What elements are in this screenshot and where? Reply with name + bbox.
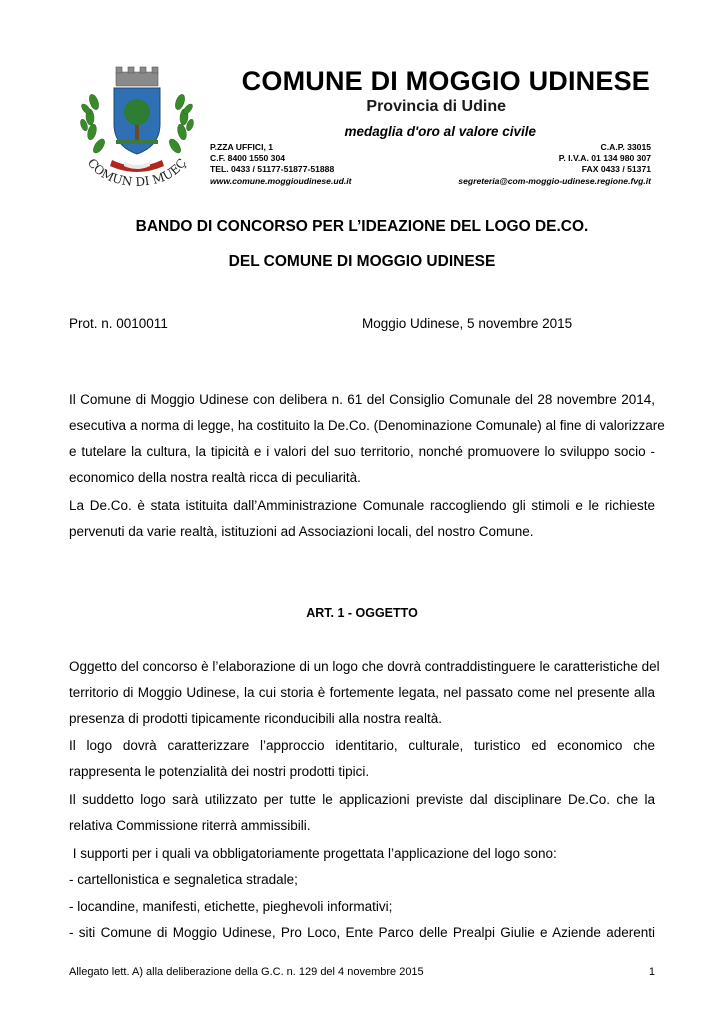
article-line: rappresenta le potenzialità dei nostri prodotti tipici. <box>69 764 370 779</box>
article-line: Il logo dovrà caratterizzare l’approccio identitario, culturale, turistico ed economico che <box>69 738 655 753</box>
contact-row-tax <box>210 153 651 163</box>
intro-line: pervenuti da varie realtà, istituzioni ad Associazioni locali, del nostro Comune. <box>69 524 534 539</box>
protocol-number: Prot. n. 0010011 <box>69 316 168 331</box>
intro-line: economico della nostra realtà ricca di peculiarità. <box>69 470 361 485</box>
article-line: Oggetto del concorso è l’elaborazione di un logo che dovrà contraddistinguere le caratteristiche del <box>69 659 660 674</box>
document-title-line-1: BANDO DI CONCORSO PER L’IDEAZIONE DEL LOGO DE.CO. <box>135 218 589 235</box>
email-link[interactable]: segreteria@com-moggio-udinese.regione.fvg.it <box>458 176 651 186</box>
fax-number: FAX 0433 / 51371 <box>581 164 651 174</box>
article-heading: ART. 1 - OGGETTO <box>306 606 418 620</box>
province-name: Provincia di Udine <box>366 98 506 115</box>
document-title-line-2: DEL COMUNE DI MOGGIO UDINESE <box>228 253 496 270</box>
svg-text:COMUN DI MUEÇ <box>85 156 189 189</box>
attachment-note: Allegato lett. A) alla deliberazione della G.C. n. 129 del 4 novembre 2015 <box>69 966 424 978</box>
article-line: I supporti per i quali va obbligatoriamente progettata l’applicazione del logo sono: <box>69 846 557 861</box>
address: P.ZZA UFFICI, 1 <box>210 142 274 152</box>
phone-number: TEL. 0433 / 51177-51877-51888 <box>210 164 335 174</box>
contact-row-phone <box>210 164 651 174</box>
intro-line: e tutelare la cultura, la tipicità e i valori del suo territorio, nonché promuovere lo sviluppo socio - <box>69 444 655 459</box>
municipal-crest-logo <box>72 62 202 190</box>
list-item: - cartellonistica e segnaletica stradale; <box>69 872 298 887</box>
list-item: - locandine, manifesti, etichette, pieghevoli informativi; <box>69 899 393 914</box>
place-and-date: Moggio Udinese, 5 novembre 2015 <box>362 316 573 331</box>
intro-line: esecutiva a norma di legge, ha costituito la De.Co. (Denominazione Comunale) al fine di valorizzare <box>69 418 665 433</box>
website-link[interactable]: www.comune.moggioudinese.ud.it <box>210 176 352 186</box>
article-line: presenza di prodotti tipicamente riconducibili alla nostra realtà. <box>69 711 442 726</box>
intro-line: La De.Co. è stata istituita dall’Amministrazione Comunale raccogliendo gli stimoli e le richieste <box>69 498 655 513</box>
page-number: 1 <box>648 966 655 978</box>
article-line: territorio di Moggio Udinese, la cui storia è fortemente legata, nel passato come nel presente alla <box>69 685 655 700</box>
vat-number: P. I.V.A. 01 134 980 307 <box>558 153 651 163</box>
tax-code: C.F. 8400 1550 304 <box>210 153 286 163</box>
crest-motto: COMUN DI MUEÇ <box>84 155 190 190</box>
contact-row-web <box>210 176 651 186</box>
medal-motto: medaglia d'oro al valore civile <box>344 124 536 139</box>
list-item: - siti Comune di Moggio Udinese, Pro Loco, Ente Parco delle Prealpi Giulie e Aziende aderenti <box>69 925 655 940</box>
postal-code: C.A.P. 33015 <box>600 142 651 152</box>
municipality-title: COMUNE DI MOGGIO UDINESE <box>241 66 650 96</box>
intro-line: Il Comune di Moggio Udinese con delibera n. 61 del Consiglio Comunale del 28 novembre 2014, <box>69 392 655 407</box>
article-line: relativa Commissione riterrà ammissibili. <box>69 818 311 833</box>
contact-row-address <box>210 142 651 152</box>
article-line: Il suddetto logo sarà utilizzato per tutte le applicazioni previste dal disciplinare De.Co. che la <box>69 792 655 807</box>
